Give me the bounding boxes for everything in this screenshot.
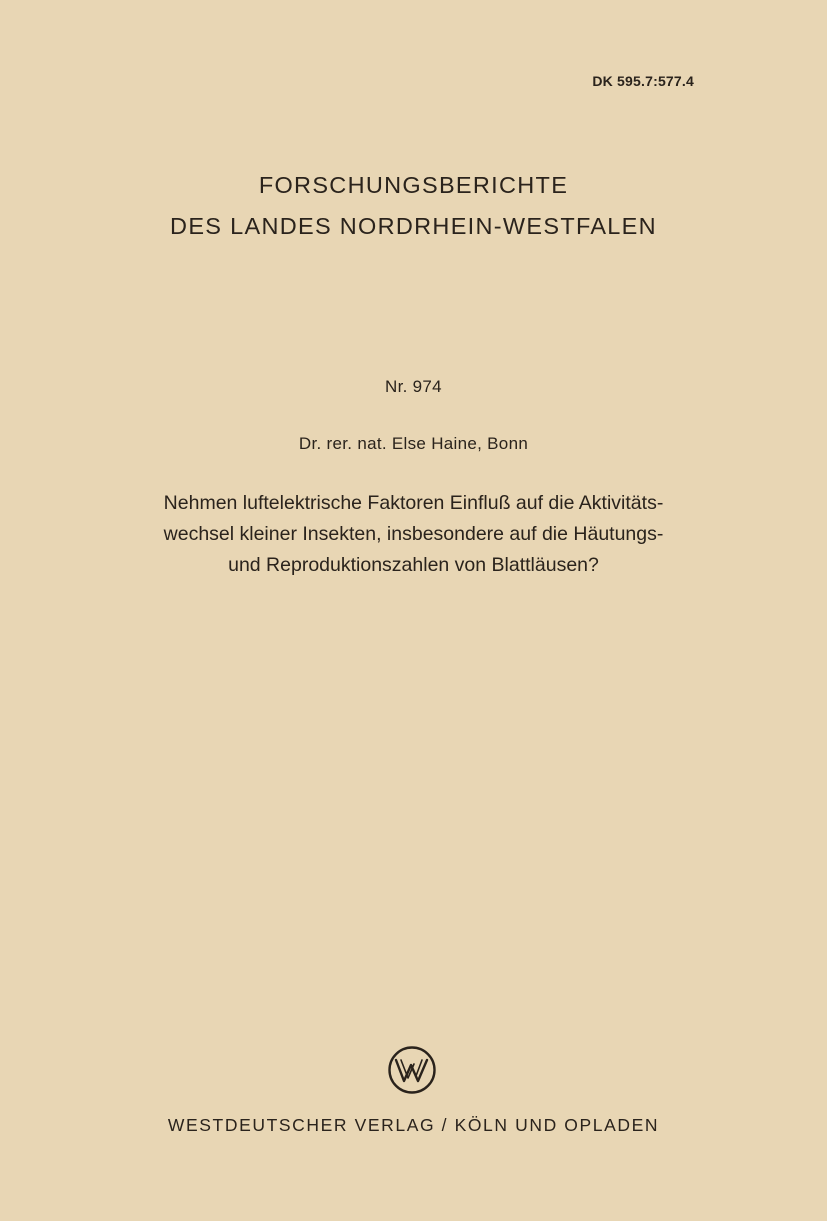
series-title-line-1: FORSCHUNGSBERICHTE xyxy=(258,172,569,198)
dk-classification: DK 595.7:577.4 xyxy=(592,73,694,89)
report-title-line-1: Nehmen luftelektrische Faktoren Einfluß auf die Aktivitäts- xyxy=(163,492,664,514)
report-title-line-2: wechsel kleiner Insekten, insbesondere auf die Häutungs- xyxy=(163,523,664,545)
report-title-line-3: und Reproduktionszahlen von Blattläusen? xyxy=(228,554,599,576)
author-name: Dr. rer. nat. Else Haine, Bonn xyxy=(298,434,529,453)
report-number: Nr. 974 xyxy=(385,377,442,396)
series-title-line-2: DES LANDES NORDRHEIN-WESTFALEN xyxy=(170,213,657,239)
publisher-logo-icon xyxy=(387,1045,437,1095)
publisher-line: WESTDEUTSCHER VERLAG / KÖLN UND OPLADEN xyxy=(167,1115,660,1135)
